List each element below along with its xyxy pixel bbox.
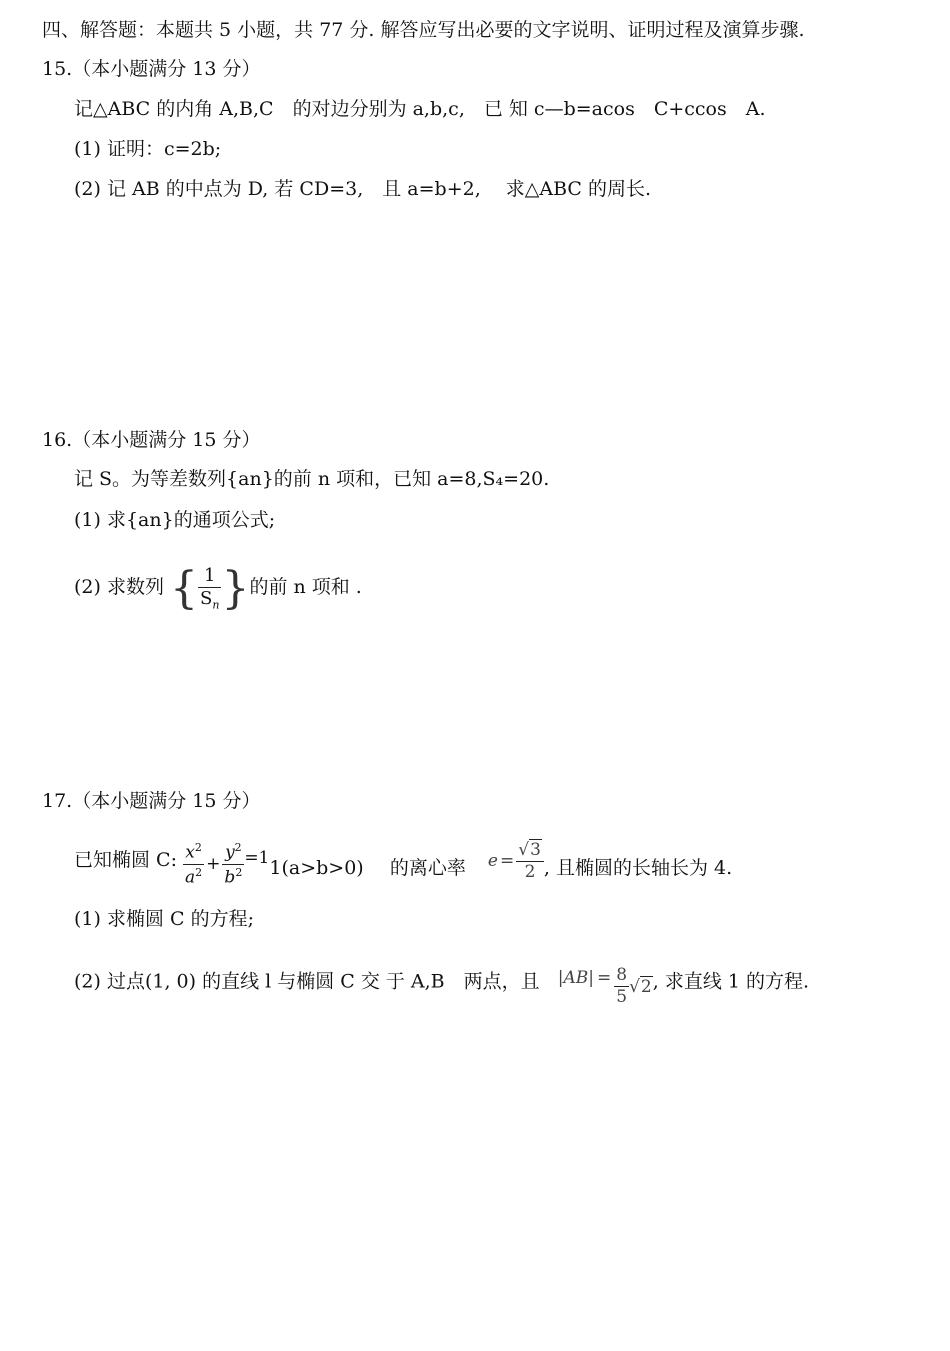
q17-number: 17. [42,790,73,812]
eccentricity-formula [488,831,544,891]
equals-one: =1 [244,848,270,868]
ab-abs: |AB| [557,968,594,988]
q16-header [42,427,260,453]
q17-stem-suffix: , 且椭圆的长轴长为 4. [543,857,733,879]
one-text: 1 [269,857,282,879]
q15-number: 15. [42,58,73,80]
x-over-a-fraction: $\frac{x^2}{a^2}$ [185,841,203,888]
q17-part2-prefix: (2) 过点(1, 0) 的直线 l 与椭圆 C 交 于 A,B 两点，且 [74,970,540,993]
e-symbol: e [487,851,498,871]
sqrt-icon: √3 [518,840,541,860]
ab-equals: = [596,968,612,988]
left-brace: { [170,563,199,614]
q16-points: （本小题满分 15 分） [72,429,261,451]
q15-header [42,56,260,82]
sequence-formula [170,553,249,623]
q17-stem-prefix: 已知椭圆 C: [74,849,177,871]
section-header: 四、解答题：本题共 5 小题，共 77 分. 解答应写出必要的文字说明、证明过程及演算步骤. [42,19,805,41]
right-brace: } [221,563,250,614]
eight-fifths-fraction: $\frac{8}{5}$ [616,965,628,1007]
q17-stem [74,828,732,898]
reciprocal-sn-fraction [198,567,221,611]
fraction-denominator [198,587,221,611]
sqrt-icon: √2 [629,976,652,997]
q16-part2 [74,552,362,623]
ecc-equals: = [499,851,515,871]
q15-stem: 记△ABC 的内角 A,B,C 的对边分别为 a,b,c, 已 知 c—b=acos C+ccos A. [74,98,766,120]
q17-points: （本小题满分 15 分） [72,790,261,812]
chord-length-formula [558,948,653,1017]
q16-number: 16. [42,429,73,451]
sqrt3-over-2-fraction: $\frac{√3}{2}$ [516,842,544,881]
q17-part2 [74,948,809,1017]
q17-condition: (a>b>0) [281,857,364,879]
s-symbol: S [200,588,213,610]
q17-part1: (1) 求椭圆 C 的方程; [74,908,254,930]
q16-part2-suffix: 的前 n 项和 . [249,576,362,598]
q15-points: （本小题满分 13 分） [72,58,261,80]
y-over-b-fraction: $\frac{y^2}{b^2}$ [224,841,243,888]
q16-part2-prefix: (2) 求数列 [74,576,164,598]
n-subscript: n [212,598,220,612]
q15-part1: (1) 证明：c=2b; [74,138,222,160]
ellipse-equation [183,828,269,894]
q16-stem: 记 S。为等差数列{an}的前 n 项和，已知 a=8,S₄=20. [74,468,550,490]
q17-part2-suffix: , 求直线 1 的方程. [652,970,810,993]
fraction-numerator: 1 [204,565,216,587]
plus-sign: + [206,854,221,874]
q17-header [42,788,260,814]
q15-part2: (2) 记 AB 的中点为 D, 若 CD=3, 且 a=b+2, 求△ABC 的周长. [74,178,652,200]
q16-part1: (1) 求{an}的通项公式; [74,509,276,531]
ecc-label: 的离心率 [389,857,466,879]
